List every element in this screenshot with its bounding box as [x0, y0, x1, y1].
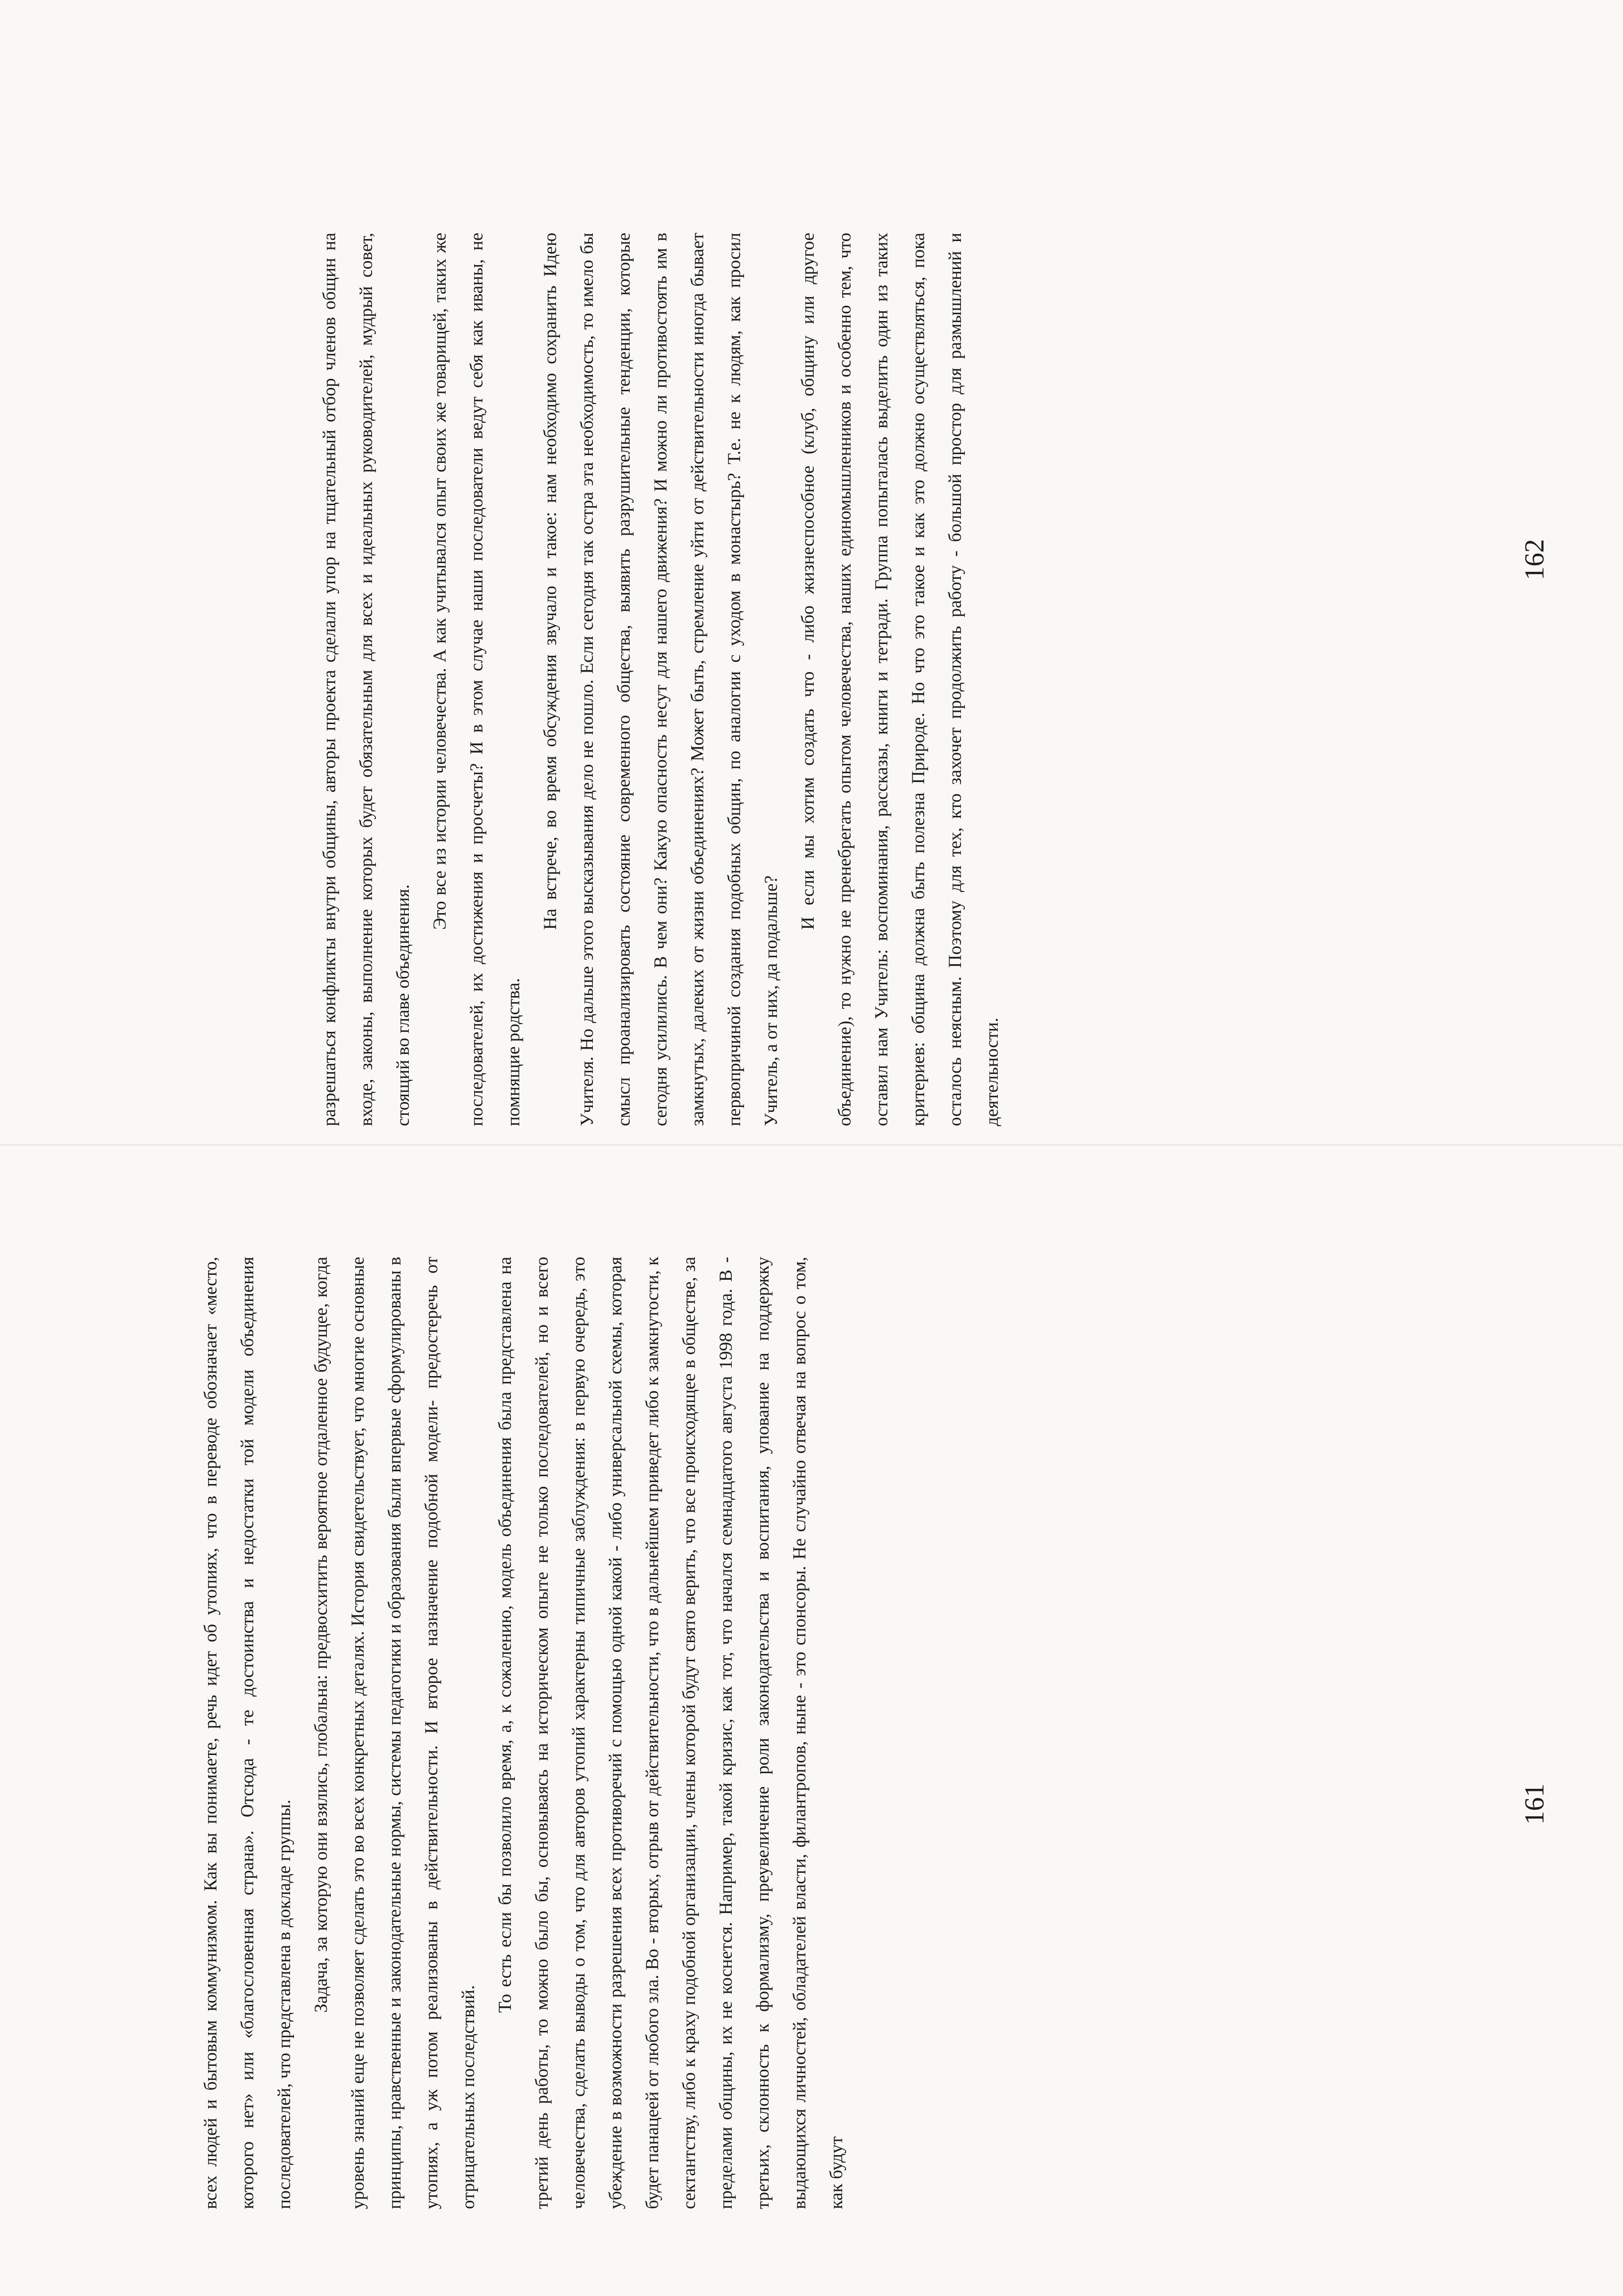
page-162-text — [311, 233, 1002, 1126]
page-162-paragraph-4: И если мы хотим создать что - либо жизнеспособное (клуб, общину или другое объединение), то нужно не пренебрегать опытом человечества, наших единомышленников и особенно тем, что оставил нам Учитель: воспоминания, рассказы, книги и тетради. Группа попыталась выделить один из таких критериев: община должна быть полезна Природе. Но что это такое и как это должно осуществляться, пока осталось неясным. Поэтому для тех, кто захочет продолжить работу - большой простор для размышлений и деятельности. — [798, 233, 1002, 1126]
page-161-paragraph-2: Задача, за которую они взялись, глобальна: предвосхитить вероятное отдаленное будущее, когда уровень знаний еще не позволяет сделать это во всех конкретных деталях. История свидетельствует, что многие основные принципы, нравственные и законодательные нормы, системы педагогики и образования были впервые сформулированы в утопиях, а уж потом реализованы в действительности. И второе назначение подобной модели- предостеречь от отрицательных последствий. — [311, 1257, 479, 2209]
page-162-paragraph-3: На встрече, во время обсуждения звучало и такое: нам необходимо сохранить Идею Учителя. Но дальше этого высказывания дело не пошло. Если сегодня так остра эта необходимость, то имело бы смысл проанализировать состояние современного общества, выявить разрушительные тенденции, которые сегодня усилились. В чем они? Какую опасность несут для нашего движения? И можно ли противостоять им в замкнутых, далеких от жизни объединениях? Может быть, стремление уйти от действительности иногда бывает первопричиной создания подобных общин, по аналогии с уходом в монастырь? Т.е. не к людям, как просил Учитель, а от них, да подальше? — [540, 233, 781, 1126]
page-161-paragraph-3: То есть если бы позволило время, а, к сожалению, модель объединения была представлена на третий день работы, то можно было бы, основываясь на историческом опыте не только последователей, но и всего человечества, сделать выводы о том, что для авторов утопий характерны типичные заблуждения: в первую очередь, это убеждение в возможности разрешения всех противоречий с помощью одной какой - либо универсальной схемы, которая будет панацеей от любого зла. Во - вторых, отрыв от действительности, что в дальнейшем приведет либо к замкнутости, к сектантству, либо к краху подобной организации, члены которой будут свято верить, что все происходящее в обществе, за пределами общины, их не коснется. Например, такой кризис, как тот, что начался семнадцатого августа 1998 года. В - третьих, склонность к формализму, преувеличение роли законодательства и воспитания, упование на поддержку выдающихся личностей, обладателей власти, филантропов, ныне - это спонсоры. Не случайно отвечая на вопрос о том, как будут — [495, 1257, 847, 2209]
page-162-paragraph-2: Это все из истории человечества. А как учитывался опыт своих же товарищей, таких же последователей, их достижения и просчеты? И в этом случае наши последователи ведут себя как иваны, не помнящие родства. — [430, 233, 524, 1126]
page-161-text — [192, 1257, 847, 2209]
page-number-162: 162 — [1519, 539, 1550, 580]
page-162-paragraph-1: разрешаться конфликты внутри общины, авторы проекта сделали упор на тщательный отбор членов общин на входе, законы, выполнение которых будет обязательным для всех и идеальных руководителей, мудрый совет, стоящий во главе объединения. — [319, 233, 413, 1126]
page-161-paragraph-1: всех людей и бытовым коммунизмом. Как вы понимаете, речь идет об утопиях, что в переводе обозначает «место, которого нет» или «благословенная страна». Отсюда - те достоинства и недостатки той модели объединения последователей, что представлена в докладе группы. — [201, 1257, 294, 2209]
page-number-161: 161 — [1519, 1783, 1550, 1825]
page-fold — [0, 1144, 1623, 1146]
